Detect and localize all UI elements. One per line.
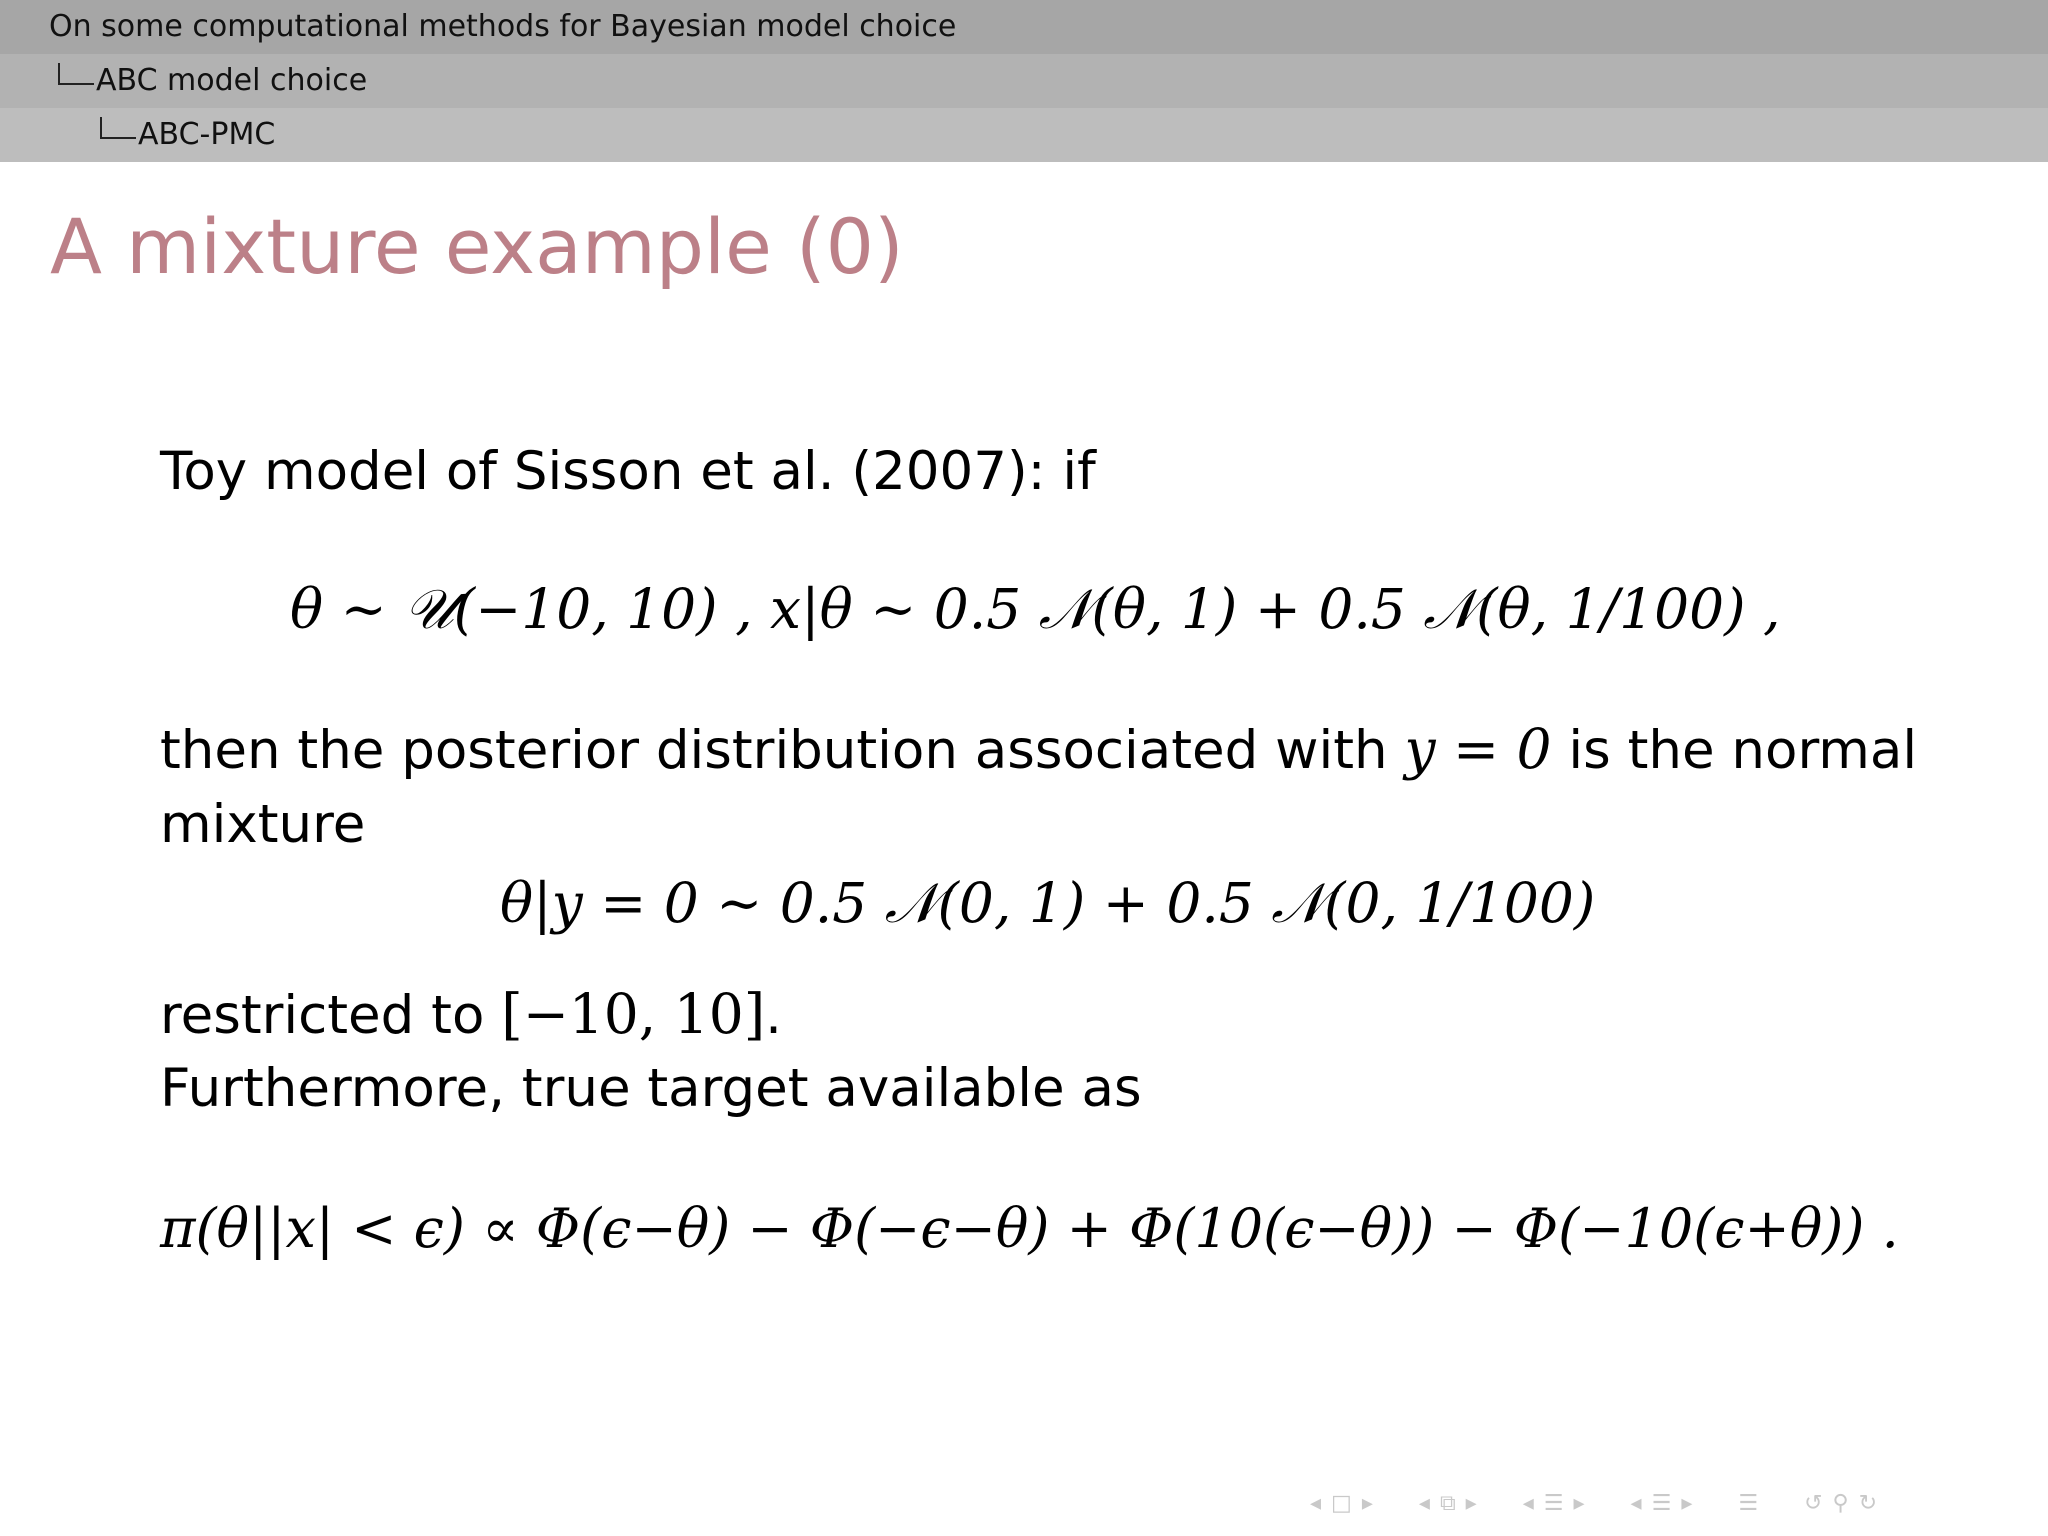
section-title-text: ABC model choice bbox=[96, 63, 368, 98]
nav-section-icon[interactable]: ☰ bbox=[1543, 1490, 1564, 1516]
tree-branch-icon bbox=[58, 63, 94, 85]
restricted-text-before: restricted to bbox=[160, 985, 485, 1046]
then-text-after: is the normal bbox=[1568, 720, 1918, 781]
nav-appendix-icon[interactable]: ☰ bbox=[1738, 1490, 1759, 1516]
nav-back-icon[interactable]: ↺ bbox=[1804, 1490, 1823, 1516]
nav-frame-next-icon[interactable]: ▸ bbox=[1361, 1490, 1373, 1516]
nav-section-next-icon[interactable]: ▸ bbox=[1573, 1490, 1585, 1516]
header-presentation-title[interactable] bbox=[0, 0, 2048, 54]
subsection-title-text: ABC-PMC bbox=[138, 117, 276, 152]
nav-forward-icon[interactable]: ↻ bbox=[1858, 1490, 1878, 1516]
nav-section-prev-icon[interactable]: ◂ bbox=[1522, 1490, 1534, 1516]
tree-branch-icon bbox=[100, 117, 136, 139]
header-section[interactable] bbox=[0, 54, 2048, 108]
beamer-navigation-bar bbox=[1310, 1488, 1877, 1518]
slide-title: A mixture example (0) bbox=[50, 202, 904, 291]
restricted-line bbox=[160, 981, 782, 1048]
restricted-math: [−10, 10] bbox=[501, 982, 766, 1046]
nav-frame-icon[interactable]: □ bbox=[1331, 1490, 1352, 1516]
nav-subsection-icon[interactable]: ⧉ bbox=[1439, 1490, 1456, 1516]
nav-document-prev-icon[interactable]: ◂ bbox=[1630, 1490, 1642, 1516]
nav-search-icon[interactable]: ⚲ bbox=[1832, 1490, 1849, 1516]
restricted-text-after: . bbox=[765, 985, 783, 1046]
nav-subsection-next-icon[interactable]: ▸ bbox=[1465, 1490, 1477, 1516]
mixture-word: mixture bbox=[160, 794, 366, 855]
equation-prior-model: θ ∼ 𝒰(−10, 10) , x|θ ∼ 0.5 𝒩(θ, 1) + 0.5 𝒩(θ, 1/100) , bbox=[290, 577, 1781, 641]
then-line bbox=[160, 716, 1917, 783]
then-math: y = 0 bbox=[1404, 717, 1552, 781]
nav-subsection-prev-icon[interactable]: ◂ bbox=[1418, 1490, 1430, 1516]
then-text-before: then the posterior distribution associated with bbox=[160, 720, 1388, 781]
equation-true-target: π(θ||x| < ϵ) ∝ Φ(ϵ−θ) − Φ(−ϵ−θ) + Φ(10(ϵ−θ)) − Φ(−10(ϵ+θ)) . bbox=[160, 1197, 1899, 1260]
intro-text: Toy model of Sisson et al. (2007): if bbox=[160, 441, 1096, 502]
nav-document-icon[interactable]: ☰ bbox=[1651, 1490, 1672, 1516]
nav-document-next-icon[interactable]: ▸ bbox=[1681, 1490, 1693, 1516]
furthermore-text: Furthermore, true target available as bbox=[160, 1058, 1142, 1119]
presentation-title-text: On some computational methods for Bayesian model choice bbox=[49, 9, 957, 44]
equation-posterior: θ|y = 0 ∼ 0.5 𝒩(0, 1) + 0.5 𝒩(0, 1/100) bbox=[500, 871, 1596, 935]
nav-frame-prev-icon[interactable]: ◂ bbox=[1310, 1490, 1322, 1516]
header-subsection[interactable] bbox=[0, 108, 2048, 162]
